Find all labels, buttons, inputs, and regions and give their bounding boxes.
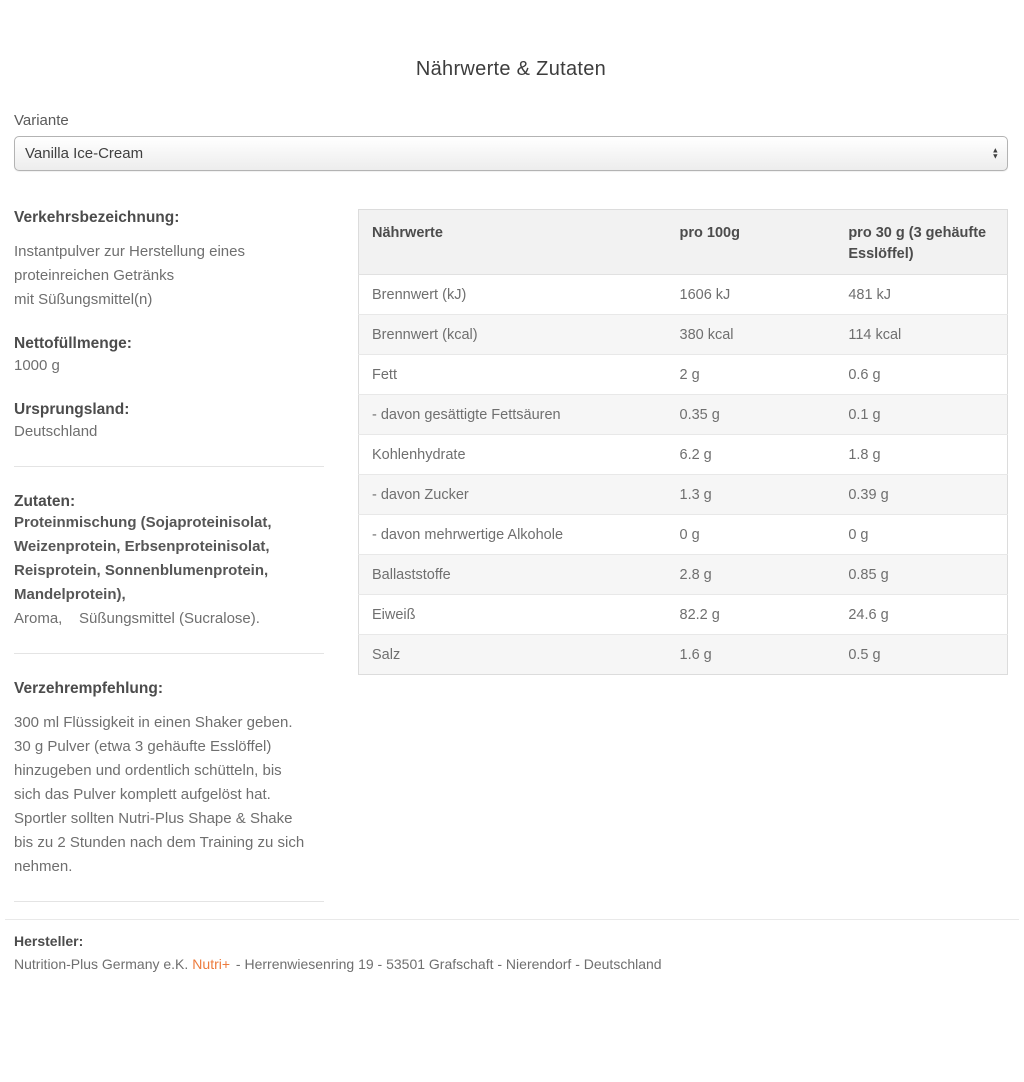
table-row — [359, 595, 1008, 635]
zutaten-line: Weizenprotein, Erbsenproteinisolat, — [14, 538, 270, 555]
nutrient-label-cell: - davon mehrwertige Alkohole — [359, 515, 667, 555]
verkehrsbezeichnung-line: proteinreichen Getränks — [14, 267, 175, 284]
per-100g-cell: 0.35 g — [667, 395, 836, 435]
per-100g-cell: 1.3 g — [667, 475, 836, 515]
nettofuellmenge-value: 1000 g — [14, 357, 60, 374]
section-nettofuellmenge — [14, 335, 324, 378]
zutaten-line: Proteinmischung (Sojaproteinisolat, — [14, 514, 272, 531]
nutrient-label-cell: Eiweiß — [359, 595, 667, 635]
section-ursprungsland — [14, 401, 324, 444]
verzehrempfehlung-line: 300 ml Flüssigkeit in einen Shaker geben. — [14, 714, 293, 731]
manufacturer-footer — [0, 919, 1024, 974]
per-30g-cell: 481 kJ — [835, 275, 1007, 315]
per-30g-cell: 0.6 g — [835, 355, 1007, 395]
nutrient-label-cell: Brennwert (kJ) — [359, 275, 667, 315]
table-row — [359, 475, 1008, 515]
table-row — [359, 515, 1008, 555]
zutaten-line: Aroma, Süßungsmittel (Sucralose). — [14, 610, 260, 627]
variant-select[interactable] — [14, 136, 1008, 171]
manufacturer-company: Nutrition-Plus Germany e.K. — [14, 956, 189, 972]
verzehrempfehlung-line: hinzugeben und ordentlich schütteln, bis — [14, 762, 282, 779]
header-pro-30g: pro 30 g (3 gehäufte Esslöffel) — [835, 210, 1007, 275]
verzehrempfehlung-heading: Verzehrempfehlung: — [14, 680, 163, 697]
nutrient-label-cell: Fett — [359, 355, 667, 395]
verkehrsbezeichnung-line: Instantpulver zur Herstellung eines — [14, 243, 245, 260]
select-updown-arrows-icon: ▲ ▼ — [991, 145, 999, 161]
divider — [14, 653, 324, 654]
per-100g-cell: 1.6 g — [667, 635, 836, 675]
section-zutaten — [14, 493, 324, 631]
variant-label: Variante — [14, 112, 69, 129]
per-30g-cell: 1.8 g — [835, 435, 1007, 475]
nutri-plus-brand-link[interactable]: Nutri+ — [192, 956, 231, 972]
verzehrempfehlung-line: bis zu 2 Stunden nach dem Training zu sich — [14, 834, 305, 851]
per-30g-cell: 0.85 g — [835, 555, 1007, 595]
manufacturer-address-line — [14, 954, 1008, 974]
nettofuellmenge-heading: Nettofüllmenge: — [14, 335, 132, 352]
table-row — [359, 275, 1008, 315]
header-pro-100g: pro 100g — [667, 210, 836, 275]
verkehrsbezeichnung-heading: Verkehrsbezeichnung: — [14, 209, 180, 226]
per-100g-cell: 1606 kJ — [667, 275, 836, 315]
page-title: Nährwerte & Zutaten — [415, 58, 607, 80]
manufacturer-address: - Herrenwiesenring 19 - 53501 Grafschaft - Nierendorf - Deutschland — [235, 956, 662, 972]
per-100g-cell: 0 g — [667, 515, 836, 555]
verkehrsbezeichnung-line: mit Süßungsmittel(n) — [14, 291, 153, 308]
zutaten-line: Mandelprotein), — [14, 586, 126, 603]
table-row — [359, 315, 1008, 355]
nutrition-table — [358, 209, 1008, 675]
per-100g-cell: 2.8 g — [667, 555, 836, 595]
per-100g-cell: 380 kcal — [667, 315, 836, 355]
zutaten-heading: Zutaten: — [14, 493, 76, 510]
verzehrempfehlung-line: nehmen. — [14, 858, 73, 875]
table-row — [359, 635, 1008, 675]
page-container — [0, 58, 1024, 902]
nutrient-label-cell: Brennwert (kcal) — [359, 315, 667, 355]
hersteller-heading: Hersteller: — [14, 933, 84, 949]
nutrient-label-cell: Salz — [359, 635, 667, 675]
section-verkehrsbezeichnung — [14, 209, 324, 312]
per-100g-cell: 6.2 g — [667, 435, 836, 475]
verzehrempfehlung-line: Sportler sollten Nutri-Plus Shape & Shake — [14, 810, 293, 827]
nutrient-label-cell: Ballaststoffe — [359, 555, 667, 595]
per-100g-cell: 82.2 g — [667, 595, 836, 635]
table-row — [359, 555, 1008, 595]
table-row — [359, 435, 1008, 475]
ursprungsland-value: Deutschland — [14, 423, 98, 440]
table-row — [359, 355, 1008, 395]
section-verzehrempfehlung — [14, 680, 324, 879]
variant-select-wrap — [14, 136, 1008, 171]
table-row — [359, 395, 1008, 435]
nutrient-label-cell: - davon gesättigte Fettsäuren — [359, 395, 667, 435]
header-naehrwerte: Nährwerte — [359, 210, 667, 275]
nutrition-table-header-row — [359, 210, 1008, 275]
per-30g-cell: 0.1 g — [835, 395, 1007, 435]
verzehrempfehlung-line: 30 g Pulver (etwa 3 gehäufte Esslöffel) — [14, 738, 272, 755]
per-30g-cell: 114 kcal — [835, 315, 1007, 355]
nutrition-table-column — [358, 209, 1008, 675]
product-info-column — [14, 209, 324, 902]
divider — [14, 466, 324, 467]
nutrient-label-cell: Kohlenhydrate — [359, 435, 667, 475]
per-30g-cell: 0.39 g — [835, 475, 1007, 515]
verzehrempfehlung-line: sich das Pulver komplett aufgelöst hat. — [14, 786, 271, 803]
ursprungsland-heading: Ursprungsland: — [14, 401, 130, 418]
per-30g-cell: 0 g — [835, 515, 1007, 555]
per-100g-cell: 2 g — [667, 355, 836, 395]
zutaten-line: Reisprotein, Sonnenblumenprotein, — [14, 562, 269, 579]
content-columns — [14, 209, 1008, 902]
per-30g-cell: 0.5 g — [835, 635, 1007, 675]
per-30g-cell: 24.6 g — [835, 595, 1007, 635]
divider — [14, 901, 324, 902]
nutrient-label-cell: - davon Zucker — [359, 475, 667, 515]
